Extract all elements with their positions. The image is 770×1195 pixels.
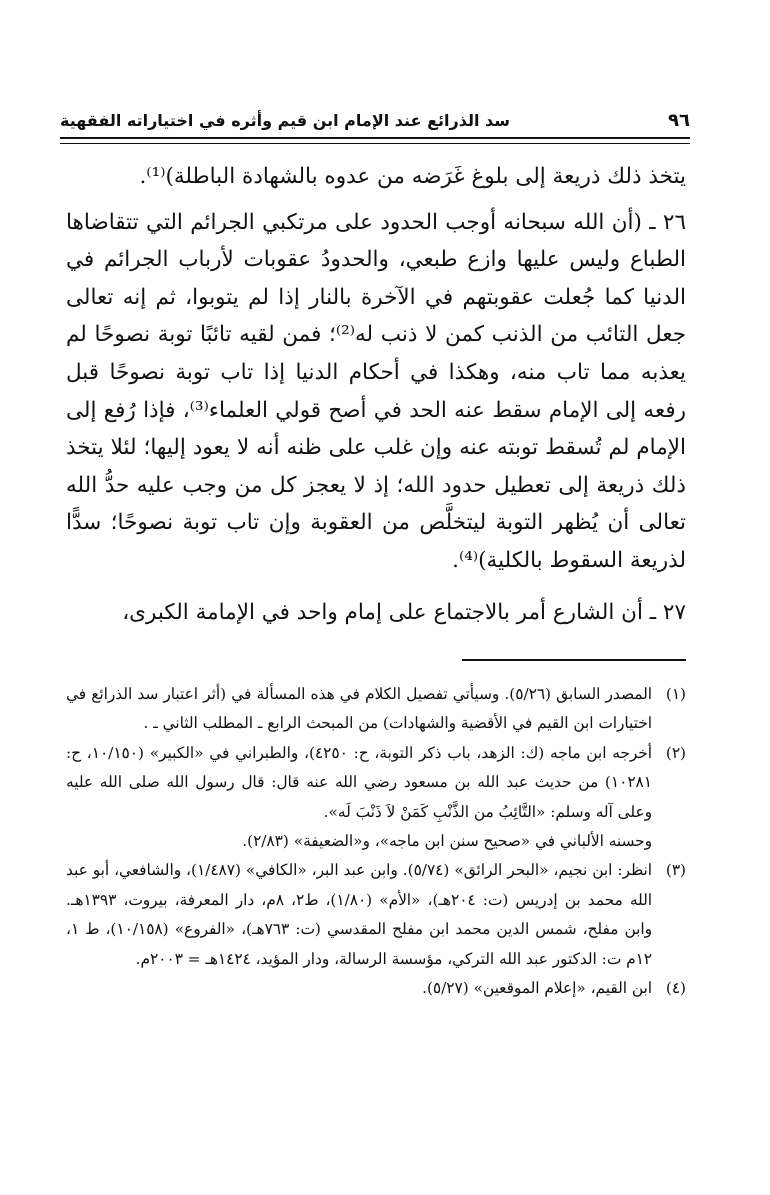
paragraph-item-26: ٢٦ ـ (أن الله سبحانه أوجب الحدود على مرتكبي الجرائم التي تتقاضاها الطباع وليس عليها وازع طبعي، والحدودُ عقوبات لأرباب الجرائم في الدنيا كما جُعلت عقوبتهم في الآخرة بالنار إذا لم يتوبوا، ثم إنه تعالى جعل التائب من الذنب كمن لا ذنب له⁽²⁾؛ فمن لقيه تائبًا توبة نصوحًا لم يعذبه مما تاب منه، وهكذا في أحكام الدنيا إذا تاب توبة نصوحًا قبل رفعه إلى الإمام سقط عنه الحد في أصح قولي العلماء⁽³⁾، فإذا رُفع إلى الإمام لم تُسقط توبته عنه وإن غلب على ظنه أنه لا يعود إليها؛ لئلا يتخذ ذلك ذريعة إلى تعطيل حدود الله؛ إذ لا يعجز كل من وجب عليه حدُّ الله تعالى أن يُظهر التوبة ليتخلَّص من العقوبة وإن تاب توبة نصوحًا؛ سدًّا لذريعة السقوط بالكلية)⁽⁴⁾. bbox=[66, 209, 686, 573]
footnote-number: (١) bbox=[665, 685, 686, 703]
footnote-text: انظر: ابن نجيم، «البحر الرائق» (٥/٧٤). وابن عبد البر، «الكافي» (١/٤٨٧)، والشافعي، أبو عبد الله محمد بن إدريس (ت: ٢٠٤هـ)، «الأم» (١/٨٠)، ط٢، ٨م، دار المعرفة، بيروت، ١٣٩٣هـ. وابن مفلح، شمس الدين محمد ابن مفلح المقدسي (ت: ٧٦٣هـ)، «الفروع» (١٠/١٥٨)، ط ١، ١٢م ت: الدكتور عبد الله التركي، مؤسسة الرسالة، ودار المؤيد، ١٤٢٤هـ = ٢٠٠٣م. bbox=[66, 861, 653, 968]
footnote-2 bbox=[66, 739, 686, 857]
footnote-line: وحسنه الألباني في «صحيح سنن ابن ماجه»، و«الضعيفة» (٢/٨٣). bbox=[242, 832, 652, 851]
footnote-text: المصدر السابق (٥/٢٦). وسيأتي تفصيل الكلام في هذه المسألة في (أثر اعتبار سد الذرائع في اختيارات ابن القيم في الأقضية والشهادات) من المبحث الرابع ـ المطلب الثاني ـ . bbox=[66, 685, 652, 733]
header-rule-thick bbox=[60, 137, 690, 139]
paragraph-continuation: يتخذ ذلك ذريعة إلى بلوغ غَرَضه من عدوه بالشهادة الباطلة)⁽¹⁾. bbox=[139, 164, 686, 189]
running-title: سد الذرائع عند الإمام ابن قيم وأثره في اختياراته الفقهية bbox=[60, 110, 510, 130]
running-header bbox=[60, 108, 690, 132]
main-text bbox=[66, 158, 686, 631]
footnotes bbox=[66, 680, 686, 1003]
footnote-separator bbox=[462, 659, 686, 661]
page-number: ٩٦ bbox=[668, 109, 690, 131]
footnote-1 bbox=[66, 680, 686, 739]
paragraph-item-27: ٢٧ ـ أن الشارع أمر بالاجتماع على إمام واحد في الإمامة الكبرى، bbox=[122, 599, 686, 625]
footnote-number: (٢) bbox=[665, 743, 686, 762]
footnote-text: ابن القيم، «إعلام الموقعين» (٥/٢٧). bbox=[422, 979, 652, 998]
footnote-text bbox=[66, 739, 652, 857]
footnote-3 bbox=[66, 856, 686, 974]
footnote-number: (٤) bbox=[665, 979, 686, 998]
footnote-line: أخرجه ابن ماجه (ك: الزهد، باب ذكر التوبة، ح: ٤٢٥٠)، والطبراني في «الكبير» (١٠/١٥٠، ح: ١٠٢٨١) من حديث عبد الله بن مسعود رضي الله عنه قال: قال رسول الله صلى الله عليه وعلى آله وسلم: «التَّائِبُ من الذَّنْبِ كَمَنْ لاَ ذَنْبَ لَه». bbox=[66, 743, 653, 821]
footnote-4 bbox=[66, 974, 686, 1003]
footnote-number: (٣) bbox=[665, 861, 686, 880]
header-rule-thin bbox=[60, 143, 690, 144]
